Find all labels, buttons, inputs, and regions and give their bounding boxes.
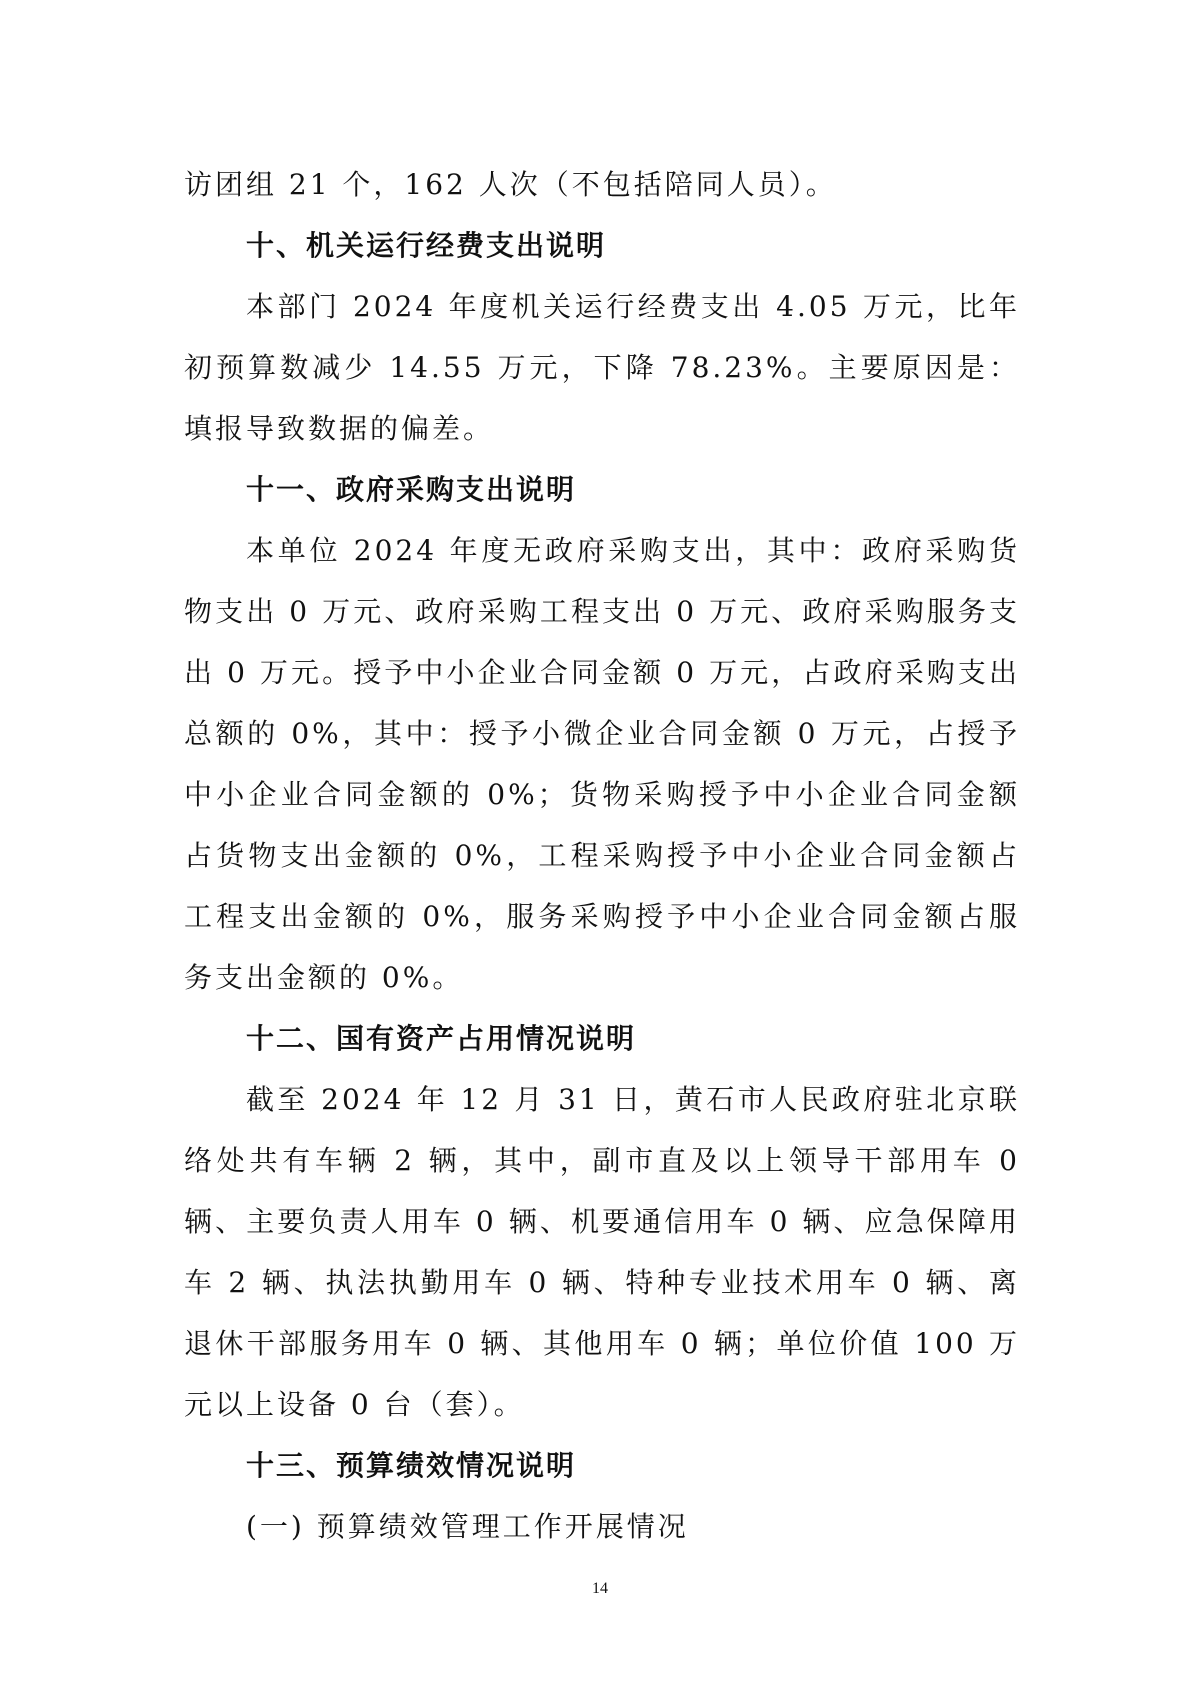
section-heading-government-procurement: 十一、政府采购支出说明 — [246, 473, 577, 506]
page-number: 14 — [592, 1580, 608, 1597]
document-body — [184, 154, 1020, 1557]
operating-expenses-paragraph: 本部门 2024 年度机关运行经费支出 4.05 万元，比年初预算数减少 14.55 万元，下降 78.23%。主要原因是：填报导致数据的偏差。 — [184, 290, 1020, 445]
section-heading-state-assets: 十二、国有资产占用情况说明 — [246, 1022, 637, 1055]
subheading-performance-management: (一) 预算绩效管理工作开展情况 — [246, 1510, 689, 1543]
continuation-paragraph: 访团组 21 个，162 人次（不包括陪同人员）。 — [184, 168, 837, 201]
section-heading-budget-performance: 十三、预算绩效情况说明 — [246, 1449, 577, 1482]
section-heading-operating-expenses: 十、机关运行经费支出说明 — [246, 229, 607, 262]
government-procurement-paragraph: 本单位 2024 年度无政府采购支出，其中：政府采购货物支出 0 万元、政府采购工程支出 0 万元、政府采购服务支出 0 万元。授予中小企业合同金额 0 万元，占政府采购支出总额的 0%，其中：授予小微企业合同金额 0 万元，占授予中小企业合同金额的 0%；货物采购授予中小企业合同金额占货物支出金额的 0%，工程采购授予中小企业合同金额占工程支出金额的 0%，服务采购授予中小企业合同金额占服务支出金额的 0%。 — [184, 534, 1020, 994]
state-assets-paragraph: 截至 2024 年 12 月 31 日，黄石市人民政府驻北京联络处共有车辆 2 辆，其中，副市直及以上领导干部用车 0 辆、主要负责人用车 0 辆、机要通信用车 0 辆、应急保障用车 2 辆、执法执勤用车 0 辆、特种专业技术用车 0 辆、离退休干部服务用车 0 辆、其他用车 0 辆；单位价值 100 万元以上设备 0 台（套）。 — [184, 1083, 1020, 1421]
